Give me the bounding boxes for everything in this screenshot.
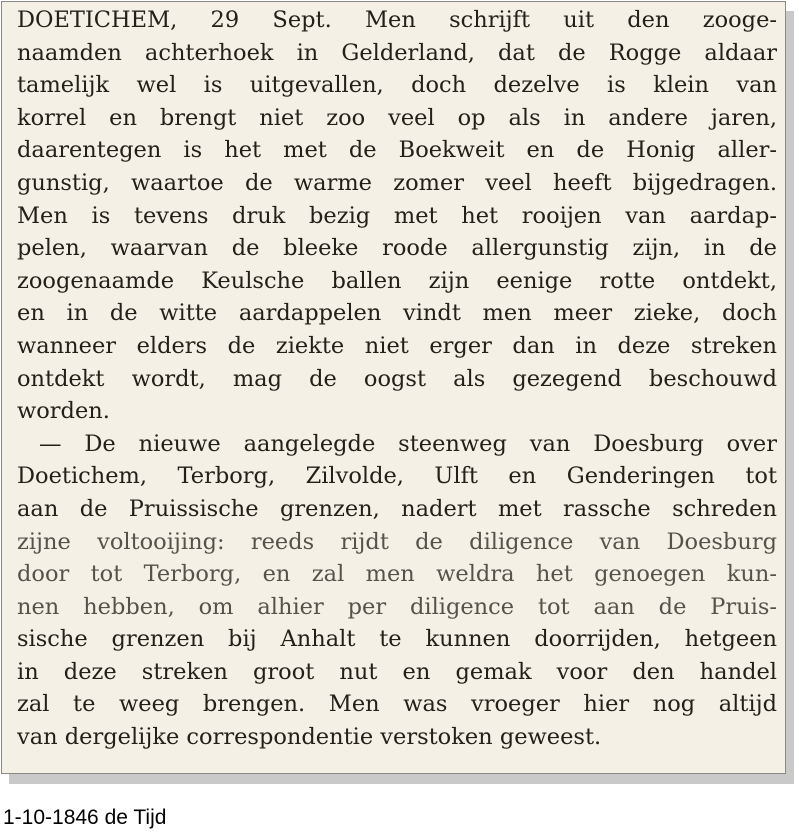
- article-line: naamden achterhoek in Gelderland, dat de Rogge aldaar: [17, 39, 777, 66]
- article-line: aan de Pruissische grenzen, nadert met rassche schreden: [17, 495, 777, 522]
- article-line: sische grenzen bij Anhalt te kunnen doorrijden, hetgeen: [17, 626, 777, 653]
- article-line: ontdekt wordt, mag de oogst als gezegend beschouwd: [17, 365, 777, 392]
- article-line: Men is tevens druk bezig met het rooijen van aardap-: [17, 202, 777, 229]
- source-caption: 1-10-1846 de Tijd: [3, 806, 167, 829]
- article-line: Doetichem, Terborg, Zilvolde, Ulft en Genderingen tot: [17, 463, 777, 490]
- article-line: zijne voltooijing: reeds rijdt de diligence van Doesburg: [17, 528, 777, 555]
- article-line: pelen, waarvan de bleeke roode allergunstig zijn, in de: [17, 235, 777, 262]
- newspaper-clipping: [1, 1, 786, 774]
- article-line: korrel en brengt niet zoo veel op als in andere jaren,: [17, 104, 777, 131]
- article-line: door tot Terborg, en zal men weldra het genoegen kun-: [17, 561, 777, 588]
- article-line: zoogenaamde Keulsche ballen zijn eenige rotte ontdekt,: [17, 267, 777, 294]
- article-line: worden.: [17, 398, 110, 425]
- article-line: van dergelijke correspondentie verstoken geweest.: [17, 724, 602, 751]
- article-line: zal te weeg brengen. Men was vroeger hier nog altijd: [17, 691, 777, 718]
- article-line: wanneer elders de ziekte niet erger dan in deze streken: [17, 332, 777, 359]
- article-text: [17, 4, 777, 754]
- article-line: tamelijk wel is uitgevallen, doch dezelve is klein van: [17, 72, 777, 99]
- article-line: in deze streken groot nut en gemak voor den handel: [17, 658, 777, 685]
- article-line: daarentegen is het met de Boekweit en de Honig aller-: [17, 137, 777, 164]
- article-line: en in de witte aardappelen vindt men meer zieke, doch: [17, 300, 777, 327]
- article-line: DOETICHEM, 29 Sept. Men schrijft uit den zooge-: [17, 7, 777, 33]
- article-line: nen hebben, om alhier per diligence tot aan de Pruis-: [17, 593, 777, 620]
- article-line: gunstig, waartoe de warme zomer veel heeft bijgedragen.: [17, 169, 777, 196]
- article-line: — De nieuwe aangelegde steenweg van Doesburg over: [39, 430, 777, 457]
